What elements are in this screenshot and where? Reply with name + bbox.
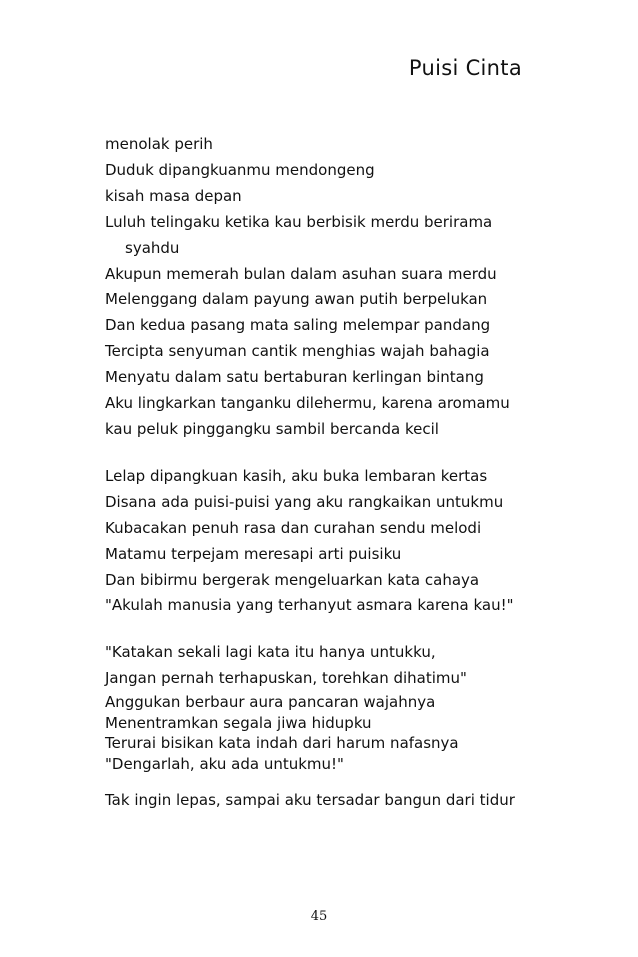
poem-line: Matamu terpejam meresapi arti puisiku	[105, 544, 402, 563]
poem-line: Menentramkan segala jiwa hidupku	[105, 713, 372, 732]
running-header-title: Puisi Cinta	[408, 56, 522, 80]
stanza	[105, 640, 545, 692]
poem-line-continuation: syahdu	[125, 238, 180, 257]
stanza	[105, 464, 545, 619]
poem-line: "Dengarlah, aku ada untukmu!"	[105, 754, 344, 773]
poem-line: Dan bibirmu bergerak mengeluarkan kata cahaya	[105, 570, 480, 589]
poem-line: Tak ingin lepas, sampai aku tersadar bangun dari tidur	[105, 791, 515, 810]
poem-line: "Akulah manusia yang terhanyut asmara karena kau!"	[105, 596, 514, 615]
poem-line: Lelap dipangkuan kasih, aku buka lembaran kertas	[105, 466, 488, 485]
poem-line: "Katakan sekali lagi kata itu hanya untukku,	[105, 643, 436, 662]
poem-line: Aku lingkarkan tanganku dilehermu, karena aromamu	[105, 394, 510, 413]
poem-line: Kubacakan penuh rasa dan curahan sendu melodi	[105, 518, 482, 537]
poem-line: Luluh telingaku ketika kau berbisik merdu berirama	[105, 212, 493, 231]
poem-line: Jangan pernah terhapuskan, torehkan dihatimu"	[105, 669, 467, 688]
poem-line: kau peluk pinggangku sambil bercanda kecil	[105, 419, 439, 438]
poem-line: Melenggang dalam payung awan putih berpelukan	[105, 290, 488, 309]
stanza	[105, 791, 515, 810]
poem-line: Menyatu dalam satu bertaburan kerlingan bintang	[105, 368, 484, 387]
poem-body	[105, 132, 545, 810]
poem-line: kisah masa depan	[105, 186, 242, 205]
poem-line: Anggukan berbaur aura pancaran wajahnya	[105, 693, 436, 712]
poem-line: Tercipta senyuman cantik menghias wajah bahagia	[105, 342, 490, 361]
poem-line: Terurai bisikan kata indah dari harum nafasnya	[105, 734, 459, 753]
stanza	[105, 692, 545, 774]
page-number: 45	[310, 909, 328, 924]
stanza	[105, 132, 545, 443]
poem-line: menolak perih	[105, 135, 213, 153]
poem-line: Dan kedua pasang mata saling melempar pandang	[105, 316, 491, 335]
poem-line: Disana ada puisi-puisi yang aku rangkaikan untukmu	[105, 492, 504, 511]
poem-line: Duduk dipangkuanmu mendongeng	[105, 160, 375, 179]
poem-line: Akupun memerah bulan dalam asuhan suara merdu	[105, 264, 497, 283]
